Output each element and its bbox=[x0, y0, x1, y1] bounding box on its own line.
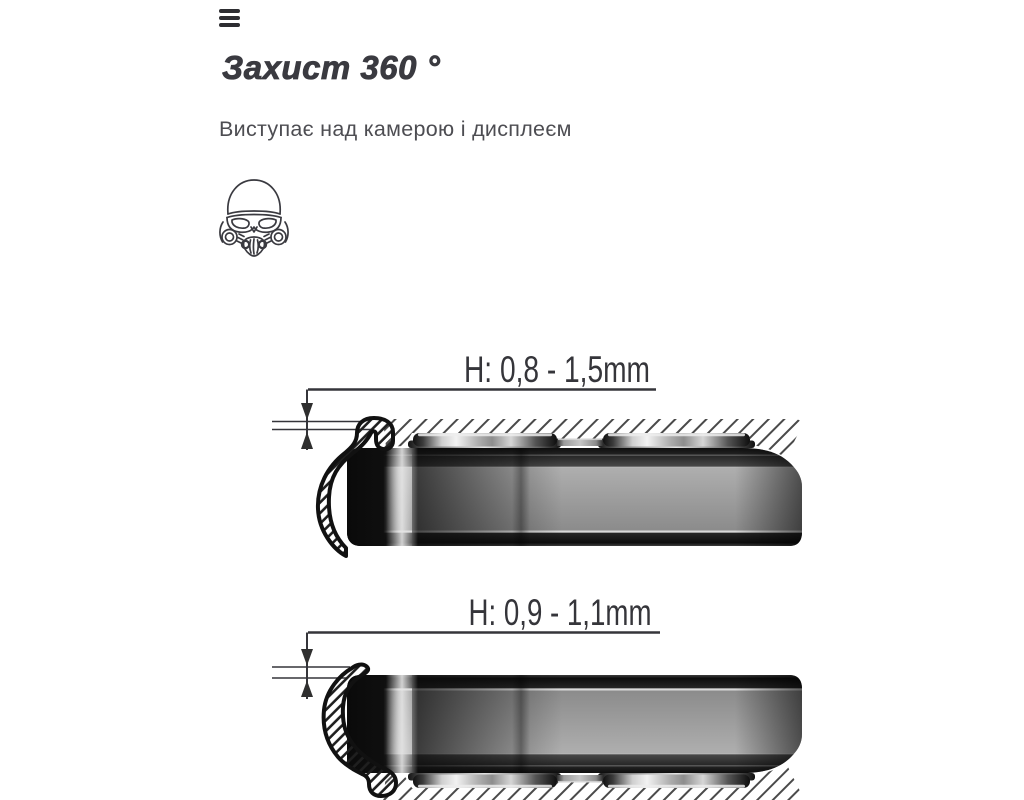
menu-button[interactable] bbox=[219, 9, 240, 27]
phone-cross-section bbox=[347, 675, 802, 788]
subtitle: Виступає над камерою і дисплеєм bbox=[219, 117, 572, 141]
hamburger-icon bbox=[219, 23, 240, 27]
camera-side-diagram bbox=[0, 340, 1024, 565]
helmet-dome bbox=[228, 180, 280, 214]
helmet-left-tube bbox=[226, 233, 234, 241]
arrow-down-icon bbox=[301, 649, 313, 666]
helmet-brow bbox=[228, 211, 280, 214]
helmet-mouth-ridges bbox=[250, 239, 258, 254]
helmet-right-tube bbox=[275, 233, 283, 241]
hamburger-icon bbox=[219, 16, 240, 20]
helmet-left-tube bbox=[222, 230, 237, 245]
helmet-brow bbox=[227, 215, 281, 218]
arrow-up-icon bbox=[301, 432, 313, 449]
helmet-right-eye bbox=[259, 219, 276, 229]
hamburger-icon bbox=[219, 9, 240, 13]
dimension-label: H: 0,8 - 1,5mm bbox=[464, 349, 650, 390]
page-title: Захист 360 ° bbox=[222, 49, 441, 86]
stormtrooper-helmet-icon bbox=[219, 174, 289, 258]
dimension-label: H: 0,9 - 1,1mm bbox=[468, 592, 652, 633]
arrow-down-icon bbox=[301, 403, 313, 420]
phone-cross-section bbox=[347, 433, 802, 546]
helmet-right-tube bbox=[271, 230, 286, 245]
display-side-diagram bbox=[0, 585, 1024, 800]
arrow-up-icon bbox=[301, 681, 313, 698]
helmet-left-eye bbox=[232, 219, 249, 229]
